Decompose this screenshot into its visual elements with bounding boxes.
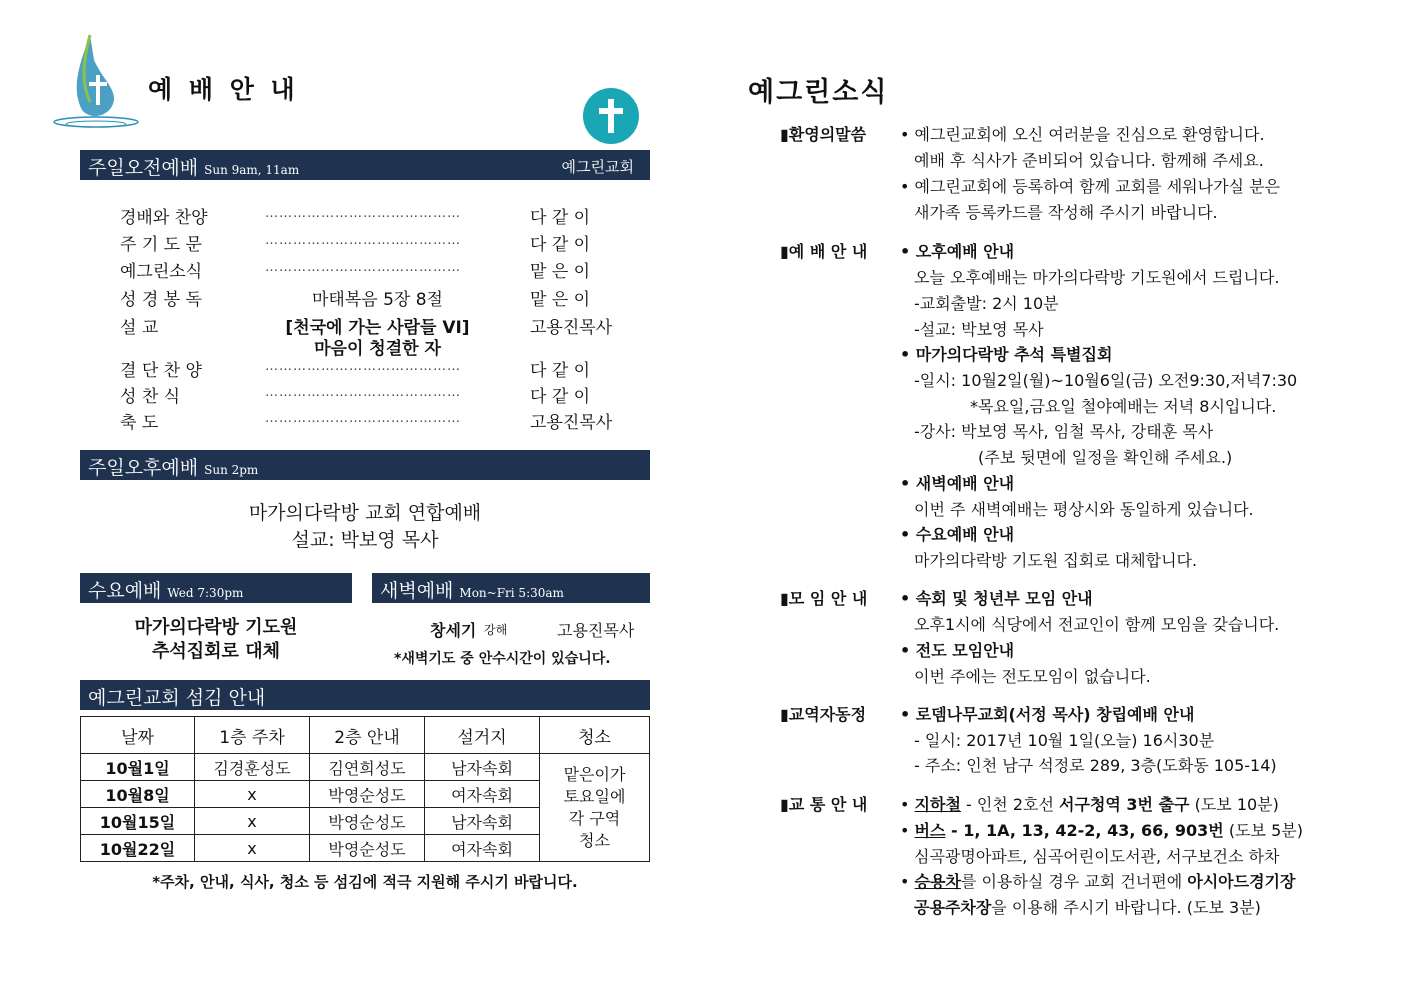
car-text: 를 이용하실 경우 교회 건너편에: [960, 872, 1188, 891]
news-line: (주보 뒷면에 일정을 확인해 주세요.): [978, 448, 1233, 467]
order-leader: 다 같 이: [530, 361, 591, 381]
row-guide: 김연희성도: [310, 754, 425, 781]
afternoon-info: [80, 500, 650, 554]
page-title: 예 배 안 내: [148, 75, 299, 104]
church-name: 예그린교회: [561, 158, 634, 176]
dawn-service-bar: [372, 573, 650, 603]
subway-walk: (도보 10분): [1189, 795, 1279, 814]
order-name: 설 교: [120, 318, 159, 338]
news-line: - 주소: 인천 남구 석정로 289, 3층(도화동 105-14): [914, 756, 1277, 775]
order-row: [120, 230, 630, 256]
row-date: 10월1일: [81, 754, 195, 781]
news-line: • 속회 및 청년부 모임 안내: [900, 589, 1093, 608]
bus-numbers: - 1, 1A, 13, 42-2, 43, 66, 903번: [945, 821, 1224, 840]
order-of-service: [120, 203, 630, 443]
news-line-parking: [914, 895, 1261, 918]
news-line: -교회출발: 2시 10분: [914, 294, 1059, 313]
row-parking: x: [195, 808, 310, 835]
news-line: • 새벽예배 안내: [900, 474, 1015, 493]
order-row: [120, 356, 630, 382]
news-line-car: [900, 869, 1295, 892]
car-label: 승용차: [914, 872, 961, 891]
order-name: 경배와 찬양: [120, 208, 208, 228]
row-dishes: 남자속회: [425, 808, 540, 835]
news-line: • 예그린교회에 오신 여러분을 진심으로 환영합니다.: [900, 125, 1265, 144]
service-footnote: *주차, 안내, 식사, 청소 등 섬김에 적극 지원해 주시기 바랍니다.: [152, 873, 578, 891]
news-line: • 로뎀나무교회(서정 목사) 창립예배 안내: [900, 705, 1195, 724]
bullet: •: [900, 821, 915, 840]
subway-text: - 인천 2호선: [960, 795, 1060, 814]
subway-label: 지하철: [914, 795, 961, 814]
news-line-subway: [900, 792, 1279, 815]
row-dishes: 남자속회: [425, 754, 540, 781]
order-name: 성 찬 식: [120, 387, 181, 407]
order-row: [120, 285, 630, 311]
news-line: -강사: 박보영 목사, 임철 목사, 강태훈 목사: [914, 422, 1214, 441]
morning-service-bar: [80, 150, 650, 180]
news-line: 새가족 등록카드를 작성해 주시기 바랍니다.: [914, 203, 1218, 222]
row-dishes: 여자속회: [425, 781, 540, 808]
order-dots: ……………………………………: [265, 359, 461, 374]
order-row: [120, 382, 630, 408]
order-dots: ……………………………………: [265, 411, 461, 426]
order-name: 주 기 도 문: [120, 235, 202, 255]
header-dishes: 설거지: [425, 717, 540, 754]
news-section: [780, 122, 1380, 922]
news-line: 마가의다락방 기도원 집회로 대체합니다.: [914, 551, 1198, 570]
dawn-book-sub: 강해: [484, 623, 508, 637]
afternoon-time: Sun 2pm: [204, 463, 259, 477]
order-row: [120, 257, 630, 283]
section-traffic: ▮교 통 안 내: [780, 795, 868, 814]
morning-time: Sun 9am, 11am: [204, 163, 300, 177]
row-parking: x: [195, 781, 310, 808]
dawn-note: *새벽기도 중 안수시간이 있습니다.: [394, 651, 611, 667]
order-leader: 고용진목사: [530, 318, 613, 338]
news-line-bus: [900, 818, 1303, 841]
subway-exit: 서구청역 3번 출구: [1059, 795, 1190, 814]
news-line: • 마가의다락방 추석 특별집회: [900, 345, 1113, 364]
news-line: 이번 주 새벽예배는 평상시와 동일하게 있습니다.: [914, 500, 1254, 519]
order-leader: 맡 은 이: [530, 262, 591, 282]
news-line: -설교: 박보영 목사: [914, 320, 1044, 339]
news-line: 예배 후 식사가 준비되어 있습니다. 함께해 주세요.: [914, 151, 1264, 170]
section-worship: ▮예 배 안 내: [780, 242, 868, 261]
order-dots: ……………………………………: [265, 206, 461, 221]
cross-icon: [583, 88, 639, 144]
row-date: 10월8일: [81, 781, 195, 808]
table-row: [81, 754, 650, 781]
section-meeting: ▮모 임 안 내: [780, 589, 868, 608]
row-guide: 박영순성도: [310, 808, 425, 835]
wednesday-line2: 추석집회로 대체: [152, 641, 280, 662]
scripture-reading: 마태복음 5장 8절: [312, 290, 443, 310]
wednesday-time: Wed 7:30pm: [167, 586, 244, 600]
news-title: 예그린소식: [748, 77, 889, 108]
news-line: • 예그린교회에 등록하여 함께 교회를 세워나가실 분은: [900, 177, 1280, 196]
order-dots: ……………………………………: [265, 260, 461, 275]
order-row: [120, 203, 630, 229]
order-name: 성 경 봉 독: [120, 290, 202, 310]
header-cleaning: 청소: [540, 717, 650, 754]
order-name: 축 도: [120, 413, 159, 433]
dawn-leader: 고용진목사: [557, 621, 635, 640]
order-row: [120, 313, 630, 359]
afternoon-title: 주일오후예배: [88, 457, 199, 479]
order-leader: 다 같 이: [530, 208, 591, 228]
afternoon-service-bar: [80, 450, 650, 480]
dawn-title: 새벽예배: [380, 580, 454, 602]
order-row: [120, 408, 630, 434]
sermon-subtitle: 마음이 청결한 자: [314, 339, 441, 359]
row-date: 10월22일: [81, 835, 195, 862]
news-line: 오후1시에 식당에서 전교인이 함께 모임을 갖습니다.: [914, 615, 1280, 634]
row-dishes: 여자속회: [425, 835, 540, 862]
dawn-book: 창세기: [430, 621, 477, 640]
news-line: - 일시: 2017년 10월 1일(오늘) 16시30분: [914, 731, 1215, 750]
morning-title: 주일오전예배: [88, 157, 199, 179]
news-line: 심곡광명아파트, 심곡어린이도서관, 서구보건소 하차: [914, 847, 1280, 866]
service-schedule-bar: [80, 680, 650, 710]
section-minister: ▮교역자동정: [780, 705, 867, 724]
service-schedule-title: 예그린교회 섬김 안내: [88, 687, 266, 709]
order-leader: 고용진목사: [530, 413, 613, 433]
order-leader: 다 같 이: [530, 387, 591, 407]
row-parking: x: [195, 835, 310, 862]
order-leader: 다 같 이: [530, 235, 591, 255]
section-welcome: ▮환영의말씀: [780, 125, 867, 144]
afternoon-line2: 설교: 박보영 목사: [291, 529, 439, 551]
header-guide: 2층 안내: [310, 717, 425, 754]
car-place: 아시아드경기장: [1187, 872, 1296, 891]
cleaning-cell: [540, 754, 650, 862]
row-guide: 박영순성도: [310, 781, 425, 808]
news-line: • 오후예배 안내: [900, 242, 1015, 261]
church-logo: [52, 30, 142, 130]
bullet: •: [900, 795, 915, 814]
row-date: 10월15일: [81, 808, 195, 835]
news-line: *목요일,금요일 철야예배는 저녁 8시입니다.: [970, 397, 1277, 416]
wednesday-info: [80, 616, 352, 664]
news-line: -일시: 10월2일(월)~10월6일(금) 오전9:30,저녁7:30: [914, 371, 1298, 390]
afternoon-line1: 마가의다락방 교회 연합예배: [248, 502, 482, 524]
bullet: •: [900, 872, 915, 891]
wednesday-line1: 마가의다락방 기도원: [134, 617, 298, 638]
order-name: 결 단 찬 양: [120, 361, 202, 381]
news-line: • 전도 모임안내: [900, 641, 1015, 660]
clean-line: 각 구역: [568, 808, 621, 828]
row-guide: 박영순성도: [310, 835, 425, 862]
header-date: 날짜: [81, 717, 195, 754]
news-line: 이번 주에는 전도모임이 없습니다.: [914, 667, 1151, 686]
parking-place: 공용주차장: [914, 898, 992, 917]
clean-line: 토요일에: [563, 786, 626, 806]
news-line: • 수요예배 안내: [900, 525, 1015, 544]
news-line: 오늘 오후예배는 마가의다락방 기도원에서 드립니다.: [914, 268, 1280, 287]
table-header-row: [81, 717, 650, 754]
order-dots: ……………………………………: [265, 385, 461, 400]
wednesday-title: 수요예배: [88, 580, 162, 602]
order-name: 예그린소식: [120, 262, 203, 282]
service-schedule-table: [80, 716, 650, 862]
dawn-time: Mon~Fri 5:30am: [459, 586, 564, 600]
sermon-title: [천국에 가는 사람들 VI]: [285, 318, 470, 338]
parking-text: 을 이용해 주시기 바랍니다. (도보 3분): [991, 898, 1261, 917]
bus-walk: (도보 5분): [1223, 821, 1303, 840]
bus-label: 버스: [914, 821, 946, 840]
wednesday-service-bar: [80, 573, 352, 603]
clean-line: 맡은이가: [563, 764, 626, 784]
clean-line: 청소: [579, 830, 610, 850]
order-dots: ……………………………………: [265, 233, 461, 248]
row-parking: 김경훈성도: [195, 754, 310, 781]
order-leader: 맡 은 이: [530, 290, 591, 310]
header-parking: 1층 주차: [195, 717, 310, 754]
